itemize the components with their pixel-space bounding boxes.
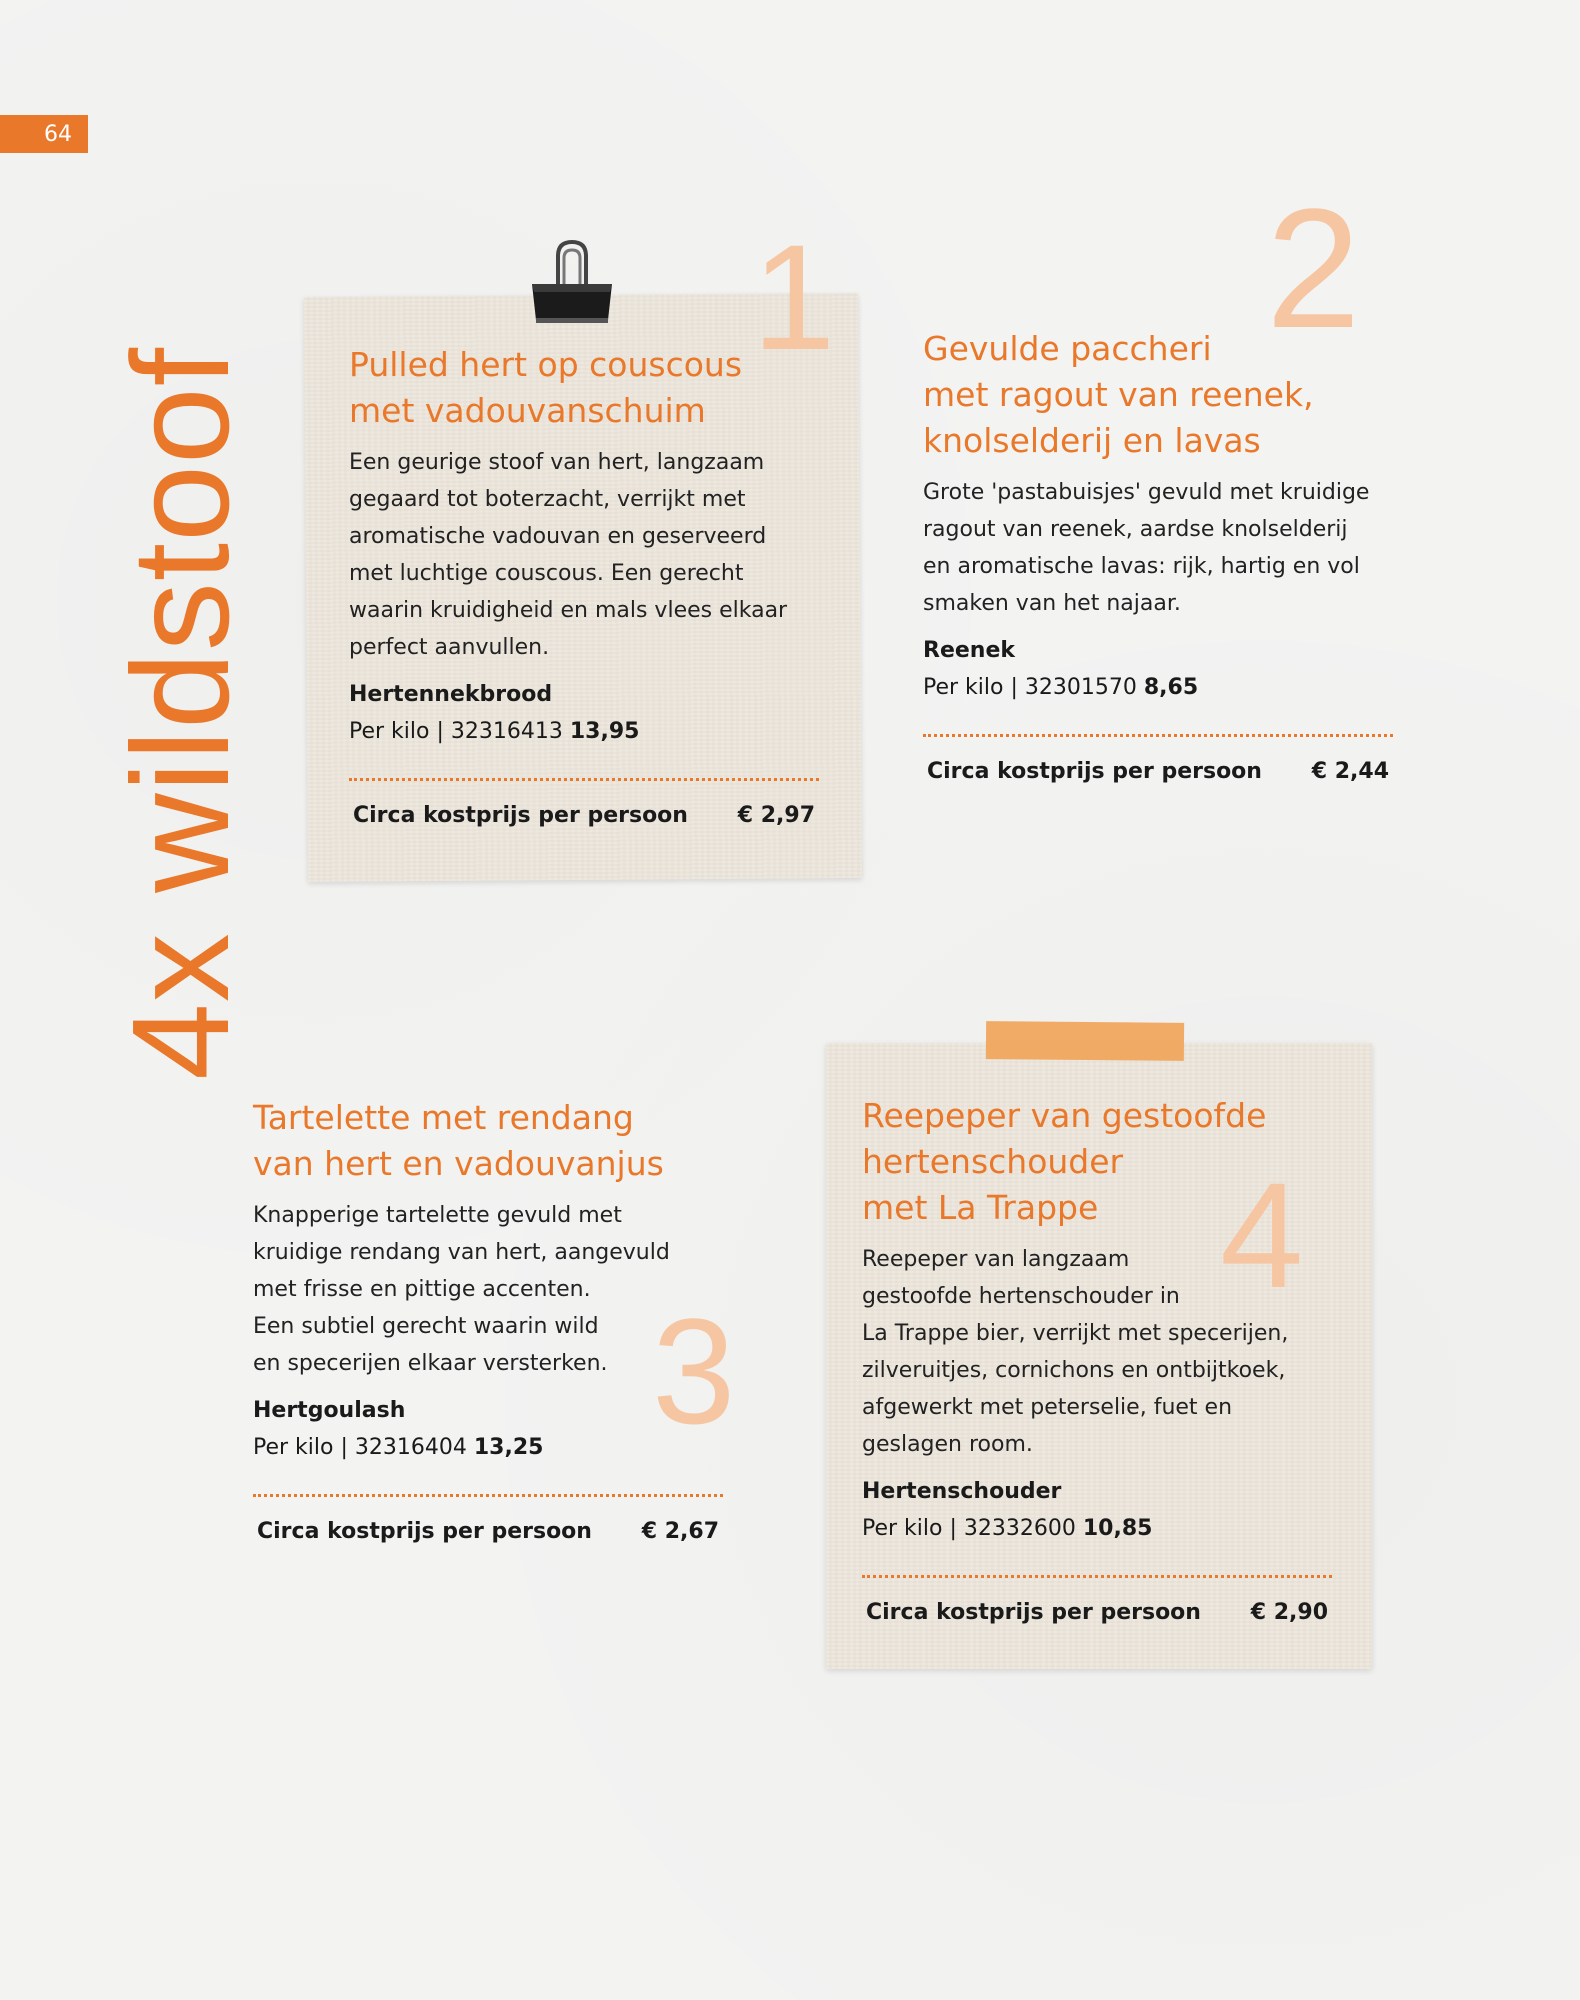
- meat-cut: Hertenschouder: [862, 1479, 1062, 1504]
- price-line: Per kilo | 32301570 8,65: [923, 675, 1199, 700]
- dotted-divider: [349, 778, 819, 781]
- recipe-card: [253, 1095, 723, 1544]
- recipe-card: [923, 326, 1393, 784]
- cost-per-person: Circa kostprijs per persoon € 2,90: [866, 1600, 1328, 1625]
- recipe-number: 2: [1266, 174, 1361, 364]
- page-number: 64: [0, 115, 88, 153]
- recipe-number: 3: [652, 1287, 736, 1455]
- cost-per-person: Circa kostprijs per persoon € 2,44: [927, 759, 1389, 784]
- dotted-divider: [923, 734, 1393, 737]
- meat-cut: Reenek: [923, 638, 1015, 663]
- recipe-number: 4: [1220, 1151, 1304, 1319]
- recipe-title: Reepeper van gestoofde hertenschouder met La Trappe: [862, 1096, 1267, 1227]
- tape-strip: [986, 1021, 1184, 1061]
- meat-cut: Hertgoulash: [253, 1398, 406, 1423]
- recipe-card: [349, 342, 819, 828]
- section-title: 4x wildstoof: [104, 347, 258, 1080]
- recipe-description: Reepeper van langzaam gestoofde hertenschouder in La Trappe bier, verrijkt met specerijen, zilveruitjes, cornichons en ontbijtkoek, afgewerkt met peterselie, fuet en geslagen room.: [862, 1247, 1289, 1457]
- cost-per-person: Circa kostprijs per persoon € 2,97: [353, 803, 815, 828]
- meat-cut: Hertennekbrood: [349, 682, 553, 707]
- cost-per-person: Circa kostprijs per persoon € 2,67: [257, 1519, 719, 1544]
- recipe-title: Gevulde paccheri met ragout van reenek, knolselderij en lavas: [923, 329, 1314, 460]
- recipe-number: 1: [752, 213, 836, 381]
- recipe-description: Grote 'pastabuisjes' gevuld met kruidige ragout van reenek, aardse knolselderij en aromatische lavas: rijk, hartig en vol smaken van het najaar.: [923, 480, 1370, 616]
- recipe-title: Tartelette met rendang van hert en vadouvanjus: [253, 1098, 664, 1183]
- binder-clip-icon: [528, 236, 616, 330]
- recipe-description: Knapperige tartelette gevuld met kruidige rendang van hert, aangevuld met frisse en pittige accenten. Een subtiel gerecht waarin wild en specerijen elkaar versterken.: [253, 1203, 670, 1376]
- recipe-title: Pulled hert op couscous met vadouvanschuim: [349, 345, 743, 430]
- price-line: Per kilo | 32316404 13,25: [253, 1435, 544, 1460]
- recipe-description: Een geurige stoof van hert, langzaam gegaard tot boterzacht, verrijkt met aromatische vadouvan en geserveerd met luchtige couscous. Een gerecht waarin kruidigheid en mals vlees elkaar perfect aanvullen.: [349, 450, 788, 660]
- recipe-card: [862, 1093, 1332, 1625]
- dotted-divider: [253, 1494, 723, 1497]
- price-line: Per kilo | 32332600 10,85: [862, 1516, 1153, 1541]
- dotted-divider: [862, 1575, 1332, 1578]
- price-line: Per kilo | 32316413 13,95: [349, 719, 640, 744]
